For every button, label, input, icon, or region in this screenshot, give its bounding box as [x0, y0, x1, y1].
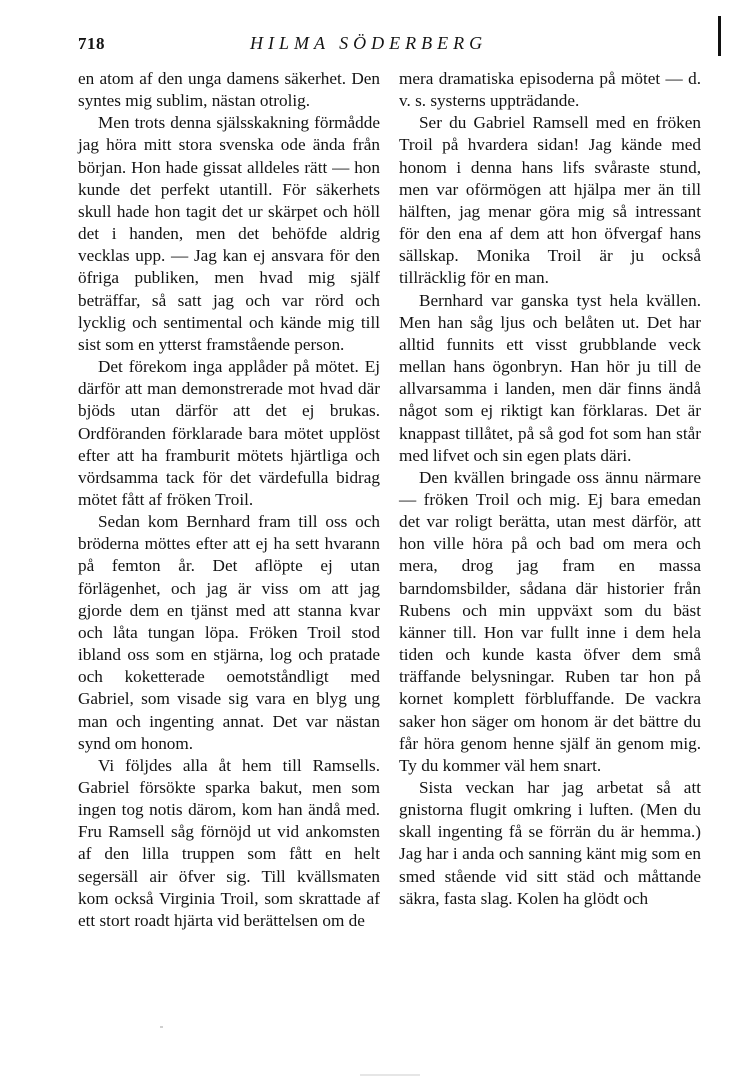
paragraph: mera dramatiska episoderna på mötet — d. v. s. systerns uppträdande. — [399, 69, 701, 111]
page-number: 718 — [78, 34, 105, 53]
paragraph: Vi följdes alla åt hem till Ramsells. Gabriel försökte sparka bakut, men som ingen tog notis därom, kom han ändå med. Fru Ramsell såg förnöjd ut vid ankomsten af den lilla truppen som fått en helt segersäll air öfver sig. Till kvällsmaten kom också Virginia Troil, som skrattade af ett stort roadt hjärta vid berättelsen om de — [78, 755, 380, 930]
print-speck — [160, 1026, 163, 1028]
bottom-scan-mark — [360, 1074, 420, 1076]
paragraph: Men trots denna själsskakning förmådde jag höra mitt stora svenska ode ända från början. Hon hade gissat alldeles rätt — hon kunde det perfekt utantill. För säkerhets skull hade hon tagit det ur skärpet och höll det i handen, men det behöfde aldrig vecklas upp. — Jag kan ej ansvara för den öfriga publiken, men hvad mig själf beträffar, så satt jag och var rörd och lycklig och sentimental och kände mig till sist som en ytterst framstående person. — [78, 113, 380, 354]
paragraph: Sedan kom Bernhard fram till oss och bröderna möttes efter att ej ha sett hvarann på femton år. Det aflöpte ej utan förlägenhet, och jag är viss om att jag gjorde dem en tjänst med att stanna kvar och låta tungan löpa. Fröken Troil stod ibland oss som en stjärna, log och pratade och koketterade oemotståndligt med Gabriel, som visade sig vara en blyg ung man och ingenting annat. Det var nästan synd om honom. — [78, 512, 380, 753]
paragraph: Bernhard var ganska tyst hela kvällen. Men han såg ljus och belåten ut. Det har alltid funnits ett visst grubblande veck mellan hans ögonbryn. Han hör ju till de allvarsamma i landen, men där finns ändå något som ej riktigt kan förklaras. Det är knappast tillåtet, på så god fot som han står med lifvet och sin egen plats däri. — [399, 290, 701, 465]
left-column — [78, 68, 380, 932]
page-edge-mark — [718, 16, 721, 56]
paragraph: en atom af den unga damens säkerhet. Den syntes mig sublim, nästan otrolig. — [78, 69, 380, 111]
running-title: HILMA SÖDERBERG — [250, 33, 488, 53]
paragraph: Den kvällen bringade oss ännu närmare — fröken Troil och mig. Ej bara emedan det var roligt berätta, utan mest därför, att hon ville höra på och bad om mera och mera, drog jag fram en massa barndomsbilder, sådana där historier från Rubens och min uppväxt som du bäst känner till. Hon var fullt inne i dem hela tiden och kunde kasta öfver dem små träffande belysningar. Ruben tar hon på kornet komplett förbluffande. De vackra saker hon säger om honom är det bättre du får höra genom henne själf än genom mig. Ty du kommer väl hem snart. — [399, 467, 701, 775]
paragraph: Det förekom inga applåder på mötet. Ej därför att man demonstrerade mot hvad där bjöds utan därför att det ej brukas. Ordföranden förklarade bara mötet upplöst efter att ha framburit mötets hjärtliga och vördsamma tack för det värdefulla bidrag mötet fått af fröken Troil. — [78, 357, 380, 509]
right-column — [399, 68, 701, 910]
paragraph: Sista veckan har jag arbetat så att gnistorna flugit omkring i luften. (Men du skall ingenting få se förrän du är hemma.) Jag har i anda och sanning känt mig som en smed stående vid sitt städ och måttande säkra, fasta slag. Kolen ha glödt och — [399, 778, 701, 908]
paragraph: Ser du Gabriel Ramsell med en fröken Troil på hvardera sidan! Jag kände med honom i denna hans lifs svåraste stund, men var oförmögen att hjälpa mer än till hälften, jag menar göra mig så intressant för den ena af dem att hon öfvergaf hans sällskap. Monika Troil är ju också tillräcklig för en man. — [399, 113, 701, 288]
